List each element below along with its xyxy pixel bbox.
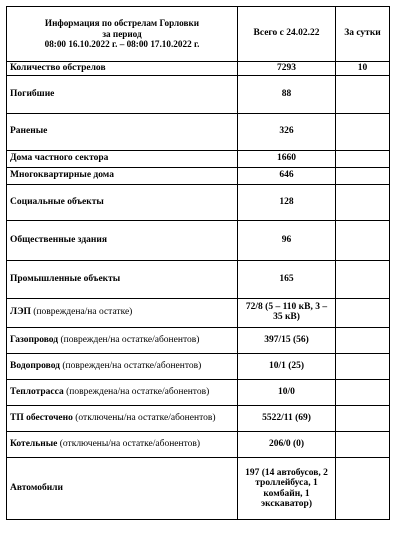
row-label: Социальные объекты bbox=[7, 185, 238, 221]
column-header-day: За сутки bbox=[336, 7, 390, 62]
table-row bbox=[7, 185, 390, 221]
row-label: Общественные здания bbox=[7, 221, 238, 261]
row-label-note: (отключены/на остатке/абонентов) bbox=[57, 438, 201, 449]
row-total: 10/0 bbox=[238, 380, 336, 406]
row-day bbox=[336, 261, 390, 299]
row-day bbox=[336, 328, 390, 354]
row-total: 397/15 (56) bbox=[238, 328, 336, 354]
row-label: Раненые bbox=[7, 114, 238, 151]
table-row bbox=[7, 432, 390, 458]
table-row bbox=[7, 380, 390, 406]
row-label: Многоквартирные дома bbox=[7, 168, 238, 185]
shelling-report-table bbox=[6, 6, 390, 520]
row-label bbox=[7, 299, 238, 328]
row-label-note: (поврежден/на остатке/абонентов) bbox=[58, 334, 200, 345]
column-header-total: Всего с 24.02.22 bbox=[238, 7, 336, 62]
row-total: 10/1 (25) bbox=[238, 354, 336, 380]
table-row bbox=[7, 151, 390, 168]
row-total: 326 bbox=[238, 114, 336, 151]
row-total: 206/0 (0) bbox=[238, 432, 336, 458]
row-day bbox=[336, 221, 390, 261]
title-line-2: за период bbox=[102, 28, 142, 39]
row-label: Промышленные объекты bbox=[7, 261, 238, 299]
row-label bbox=[7, 328, 238, 354]
row-label-note: (поврежден/на остатке/абонентов) bbox=[60, 360, 202, 371]
row-total: 5522/11 (69) bbox=[238, 406, 336, 432]
row-total: 197 (14 автобусов, 2 троллейбуса, 1 комбайн, 1 экскаватор) bbox=[238, 458, 336, 520]
row-day: 10 bbox=[336, 62, 390, 76]
table-row bbox=[7, 261, 390, 299]
row-day bbox=[336, 151, 390, 168]
report-title bbox=[7, 7, 238, 62]
table-row bbox=[7, 406, 390, 432]
title-line-3: 08:00 16.10.2022 г. – 08:00 17.10.2022 г. bbox=[44, 39, 200, 50]
row-day bbox=[336, 185, 390, 221]
row-label: Автомобили bbox=[7, 458, 238, 520]
row-label-main: ТП обесточено bbox=[10, 412, 73, 423]
row-day bbox=[336, 458, 390, 520]
row-label: Количество обстрелов bbox=[7, 62, 238, 76]
row-label-main: Котельные bbox=[10, 438, 58, 449]
row-day bbox=[336, 76, 390, 114]
title-line-1: Информация по обстрелам Горловки bbox=[44, 18, 200, 29]
row-day bbox=[336, 406, 390, 432]
row-label-main: Газопровод bbox=[10, 334, 59, 345]
row-day bbox=[336, 432, 390, 458]
row-label-main: Водопровод bbox=[10, 360, 60, 371]
table-header-row bbox=[7, 7, 390, 62]
row-day bbox=[336, 168, 390, 185]
row-label-note: (повреждена/на остатке/абонентов) bbox=[63, 386, 210, 397]
table-row bbox=[7, 221, 390, 261]
row-label-note: (повреждена/на остатке) bbox=[30, 307, 133, 318]
row-label: Дома частного сектора bbox=[7, 151, 238, 168]
row-total: 72/8 (5 – 110 кВ, 3 – 35 кВ) bbox=[238, 299, 336, 328]
table-row bbox=[7, 168, 390, 185]
row-total: 1660 bbox=[238, 151, 336, 168]
row-total: 88 bbox=[238, 76, 336, 114]
row-label-main: ЛЭП bbox=[10, 307, 31, 318]
row-total: 646 bbox=[238, 168, 336, 185]
row-day bbox=[336, 299, 390, 328]
table-row bbox=[7, 354, 390, 380]
row-day bbox=[336, 380, 390, 406]
table-row bbox=[7, 299, 390, 328]
row-label bbox=[7, 432, 238, 458]
row-label bbox=[7, 380, 238, 406]
row-total: 128 bbox=[238, 185, 336, 221]
table-row bbox=[7, 458, 390, 520]
row-total: 7293 bbox=[238, 62, 336, 76]
row-label: Погибшие bbox=[7, 76, 238, 114]
row-label bbox=[7, 406, 238, 432]
row-total: 165 bbox=[238, 261, 336, 299]
table-row bbox=[7, 328, 390, 354]
row-day bbox=[336, 354, 390, 380]
row-total: 96 bbox=[238, 221, 336, 261]
table-row bbox=[7, 62, 390, 76]
row-label bbox=[7, 354, 238, 380]
row-label-main: Теплотрасса bbox=[10, 386, 64, 397]
row-day bbox=[336, 114, 390, 151]
row-label-note: (отключены/на остатке/абонентов) bbox=[72, 412, 216, 423]
table-row bbox=[7, 76, 390, 114]
table-row bbox=[7, 114, 390, 151]
